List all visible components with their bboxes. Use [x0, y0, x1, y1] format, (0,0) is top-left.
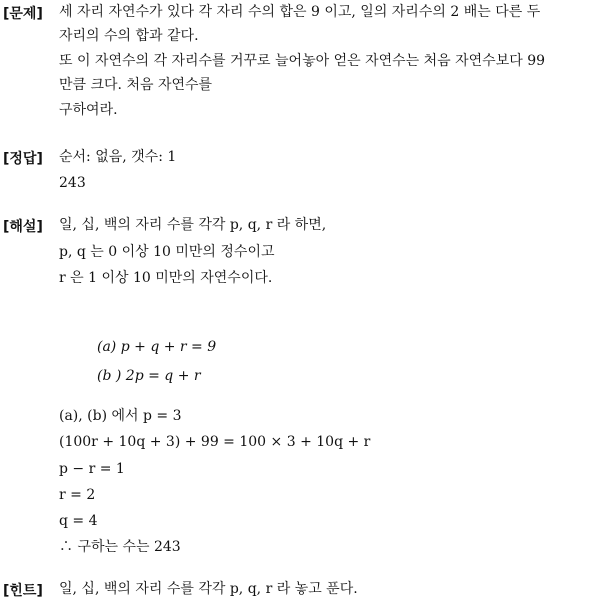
solution-conclusion: ∴ 구하는 수는 243	[59, 539, 181, 555]
solution-intro-line: r 은 1 이상 10 미만의 자연수이다.	[59, 270, 273, 286]
problem-label: [문제]	[3, 6, 43, 22]
problem-line: 자리의 수의 합과 같다.	[59, 28, 199, 44]
problem-line: 세 자리 자연수가 있다 각 자리 수의 합은 9 이고, 일의 자리수의 2 배는 다른 두	[59, 4, 541, 20]
answer-label: [정답]	[3, 151, 43, 167]
solution-step: (a), (b) 에서 p = 3	[59, 408, 182, 424]
answer-value: 243	[59, 175, 86, 191]
solution-label: [해설]	[3, 219, 43, 235]
problem-line: 만큼 크다. 처음 자연수를	[59, 77, 213, 93]
solution-step: p − r = 1	[59, 461, 125, 477]
solution-step: r = 2	[59, 487, 96, 503]
hint-text: 일, 십, 백의 자리 수를 각각 p, q, r 라 놓고 푼다.	[59, 581, 358, 597]
equation-a: (a) p + q + r = 9	[97, 339, 217, 355]
solution-step: q = 4	[59, 513, 98, 529]
equation-b: (b ) 2p = q + r	[97, 368, 201, 384]
hint-label: [힌트]	[3, 583, 43, 599]
problem-line: 구하여라.	[59, 102, 118, 118]
answer-meta: 순서: 없음, 갯수: 1	[59, 149, 177, 165]
solution-intro-line: 일, 십, 백의 자리 수를 각각 p, q, r 라 하면,	[59, 217, 327, 233]
solution-step: (100r + 10q + 3) + 99 = 100 × 3 + 10q + r	[59, 434, 371, 450]
solution-intro-line: p, q 는 0 이상 10 미만의 정수이고	[59, 244, 275, 260]
problem-line: 또 이 자연수의 각 자리수를 거꾸로 늘어놓아 얻은 자연수는 처음 자연수보다 99	[59, 53, 546, 69]
